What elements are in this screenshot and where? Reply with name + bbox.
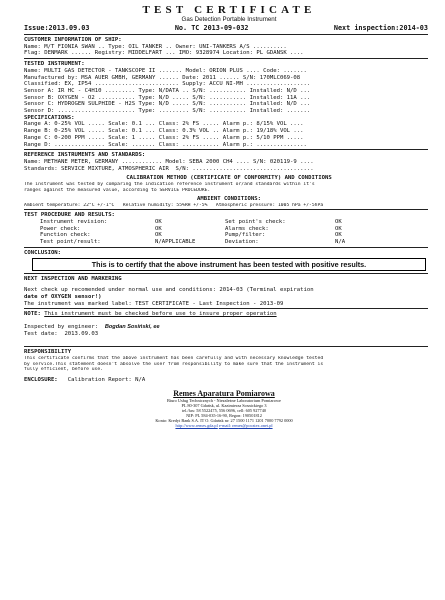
responsibility-heading: RESPONSIBILITY [24, 349, 72, 356]
calibration-text-2: ranges against the measured value, according to SERVICE PROCEDURE. [24, 187, 211, 193]
procedure-label: Instrument revision: [40, 218, 108, 225]
email-link[interactable]: e-mail: remes@pocztex.onet.pl [218, 423, 273, 429]
note-line [24, 311, 434, 318]
test-date-label: Test date: [24, 330, 58, 337]
procedure-label: Function check: [40, 232, 91, 239]
procedure-heading: TEST PROCEDURE AND RESULTS: [24, 212, 115, 219]
divider [24, 308, 428, 309]
divider [24, 247, 428, 248]
procedure-value: OK [155, 225, 162, 232]
calibration-heading: CALIBRATION METHOD (CERTIFICATE OF CONFORMITY) AND CONDITIONS [126, 175, 332, 182]
spec-line: Range D: ............... Scale: ....... Class: ........... Alarm p.: ............... [24, 141, 307, 148]
divider [24, 273, 428, 274]
next-inspection-date: Next inspection:2014-03 [333, 24, 428, 32]
note-label: NOTE: [24, 311, 41, 318]
ambient-conditions: Ambient temperature: 22°C +/-1°C Relative humidity: 55%RH +/-5% Atmospheric pressure: 1005 hPa +/-5hPa [24, 202, 324, 208]
tested-line: Sensor B: OXYGEN - O2 ........... Type: N/D ..... S/N: ........... Installed: 11A ... [24, 94, 311, 101]
tested-line: Manufactured by: MSA AUER GMBH, GERMANY ...... Date: 2011 ...... S/N: 170MLC069-08 [24, 74, 301, 81]
test-date-value: 2013.09.03 [64, 330, 99, 337]
procedure-value: OK [335, 232, 342, 239]
procedure-label: Pump/filter: [225, 232, 266, 239]
procedure-label: Deviation: [225, 239, 259, 246]
customer-line-1: Name: M/T FIONIA SWAN .. Type: OIL TANKER .. Owner: UNI-TANKERS A/S .......... [24, 43, 287, 50]
procedure-value: N/A [335, 239, 346, 246]
procedure-label: Test point/result: [40, 239, 101, 246]
next-line-1: Next check up recomended under normal use and conditions: 2014-03 (Terminal expiration [24, 287, 314, 294]
procedure-label: Set point's check: [225, 218, 286, 225]
next-line-3: The instrument was marked label: TEST CERTIFICATE - Last Inspection - 2013-09 [24, 300, 284, 307]
ambient-heading: AMBIENT CONDITIONS: [197, 196, 261, 203]
specifications-heading: SPECIFICATIONS: [24, 114, 75, 121]
tested-line: Name: MULTI GAS DETECTOR - TANKSCOPE II ....... Model: ORION PLUS .... Code: ....... [24, 67, 307, 74]
footer-line: Biuro Usług Technicznych - Niezależne Laboratorium Pomiarowe [167, 398, 281, 404]
inspected-label: Inspected by engineer: [24, 324, 99, 330]
tested-line: Classified: EX, IP54 ......................... Supply: ACCU NI-MH ................... [24, 81, 311, 88]
conclusion-box: This is to certify that the above instrument has been tested with positive results. [32, 258, 426, 271]
procedure-value: OK [155, 218, 162, 225]
reference-line-1: Name: METHANE METER, GERMANY ............ Model: SEBA 2000 CH4 .... S/N: 020119-9 .... [24, 158, 314, 165]
conclusion-heading: CONCLUSION: [24, 249, 62, 256]
footer-line: NIP: PL 584-035-16-90, Regon: 190501812 [186, 413, 262, 419]
reference-line-2: Standards: SERVICE MIXTURE, ATMOSPHERIC AIR S/N: .................................... [24, 165, 314, 172]
footer-line: tel./fax: 58 5522475, 556 0696, cell: 605 927740 [181, 408, 267, 414]
note-text: This instrument must be checked before use to insure proper operation [44, 311, 277, 318]
tested-line: Sensor C: HYDROGEN SULPHIDE - H2S Type: N/D ..... S/N: ........... Installed: N/D ... [24, 101, 311, 108]
certificate-title: TEST CERTIFICATE [142, 4, 316, 16]
procedure-value: OK [335, 225, 342, 232]
issue-date: Issue:2013.09.03 [24, 24, 90, 32]
company-footer [14, 389, 434, 428]
enclosure-label: ENCLOSURE: [24, 376, 58, 383]
test-date [24, 331, 434, 338]
divider [24, 34, 428, 35]
customer-heading: CUSTOMER INFORMATION OF SHIP: [24, 37, 122, 43]
customer-line-2: Flag: DENMARK ...... Registry: MIDDELFART ... IMO: 9328974 Location: PL GDANSK .... [24, 50, 304, 57]
spec-line: Range A: 0-25% VOL ..... Scale: 0.1 ... Class: 2% FS ..... Alarm p.: 8/15% VOL .... [24, 121, 304, 128]
divider [24, 209, 428, 210]
responsibility-line-2: by service.This statement doesn't absolve the user from responsibility to make sure that the instrument is [24, 361, 324, 367]
issue-line [24, 24, 434, 33]
footer-line: PL 80-307 Gdańsk, ul. Kazimierza Sosnickiego 3 [181, 403, 267, 409]
calibration-text-1: The instrument was tested by comparing the indication reference instrument or/and standards within it's [24, 182, 315, 188]
certificate-subtitle: Gas Detection Portable Instrument [181, 16, 277, 23]
inspected-by [24, 324, 434, 331]
footer-line: Konto: Kredyt Bank S.A. IT O. Gdańsk nr: 27 1500 1171 1201 7000 7792 0000 [155, 418, 293, 424]
procedure-value: OK [335, 218, 342, 225]
procedure-value: N/APPLICABLE [155, 239, 196, 246]
divider [24, 149, 428, 150]
responsibility-line-1: This certificate confirms that the above instrument has been carefully and with necessary knowledge tested [24, 356, 324, 362]
procedure-results [24, 219, 434, 246]
next-line-2: date of OXYGEN sensor!) [24, 293, 102, 300]
responsibility-line-3: fully efficient, before use. [24, 367, 104, 373]
procedure-label: Alarms check: [225, 225, 269, 232]
footer-contact [14, 423, 434, 428]
tested-heading: TESTED INSTRUMENT: [24, 61, 85, 68]
inspector-name: Bogdan Sosiński, ee [104, 324, 160, 330]
company-name: Remes Aparatura Pomiarowa [173, 389, 275, 399]
enclosure-text: Calibration Report: N/A [67, 376, 146, 383]
certificate-number: No. TC 2013-09-032 [174, 24, 249, 32]
divider [24, 58, 428, 59]
website-link[interactable]: http://www.remes.gda.pl [175, 423, 218, 429]
divider [24, 346, 428, 347]
spec-line: Range B: 0-25% VOL ..... Scale: 0.1 ... Class: 0.3% VOL .. Alarm p.: 19/18% VOL ... [24, 128, 304, 135]
tested-line: Sensor D: ....................... Type: ......... S/N: ........... Installed: ....... [24, 108, 311, 115]
procedure-label: Power check: [40, 225, 81, 232]
enclosure-line [24, 377, 434, 384]
next-inspection-heading: NEXT INSPECTION AND MARKERING [24, 276, 122, 283]
spec-line: Range C: 0-200 PPM ..... Scale: 1 ..... Class: 2% FS ..... Alarm p.: 5/10 PPM ..... [24, 134, 304, 141]
procedure-value: OK [155, 232, 162, 239]
reference-heading: REFERENCE INSTRUMENTS AND STANDARDS: [24, 152, 146, 159]
tested-line: Sensor A: IR HC - C4H10 ......... Type: N/DATA .. S/N: ........... Installed: N/D ... [24, 87, 311, 94]
